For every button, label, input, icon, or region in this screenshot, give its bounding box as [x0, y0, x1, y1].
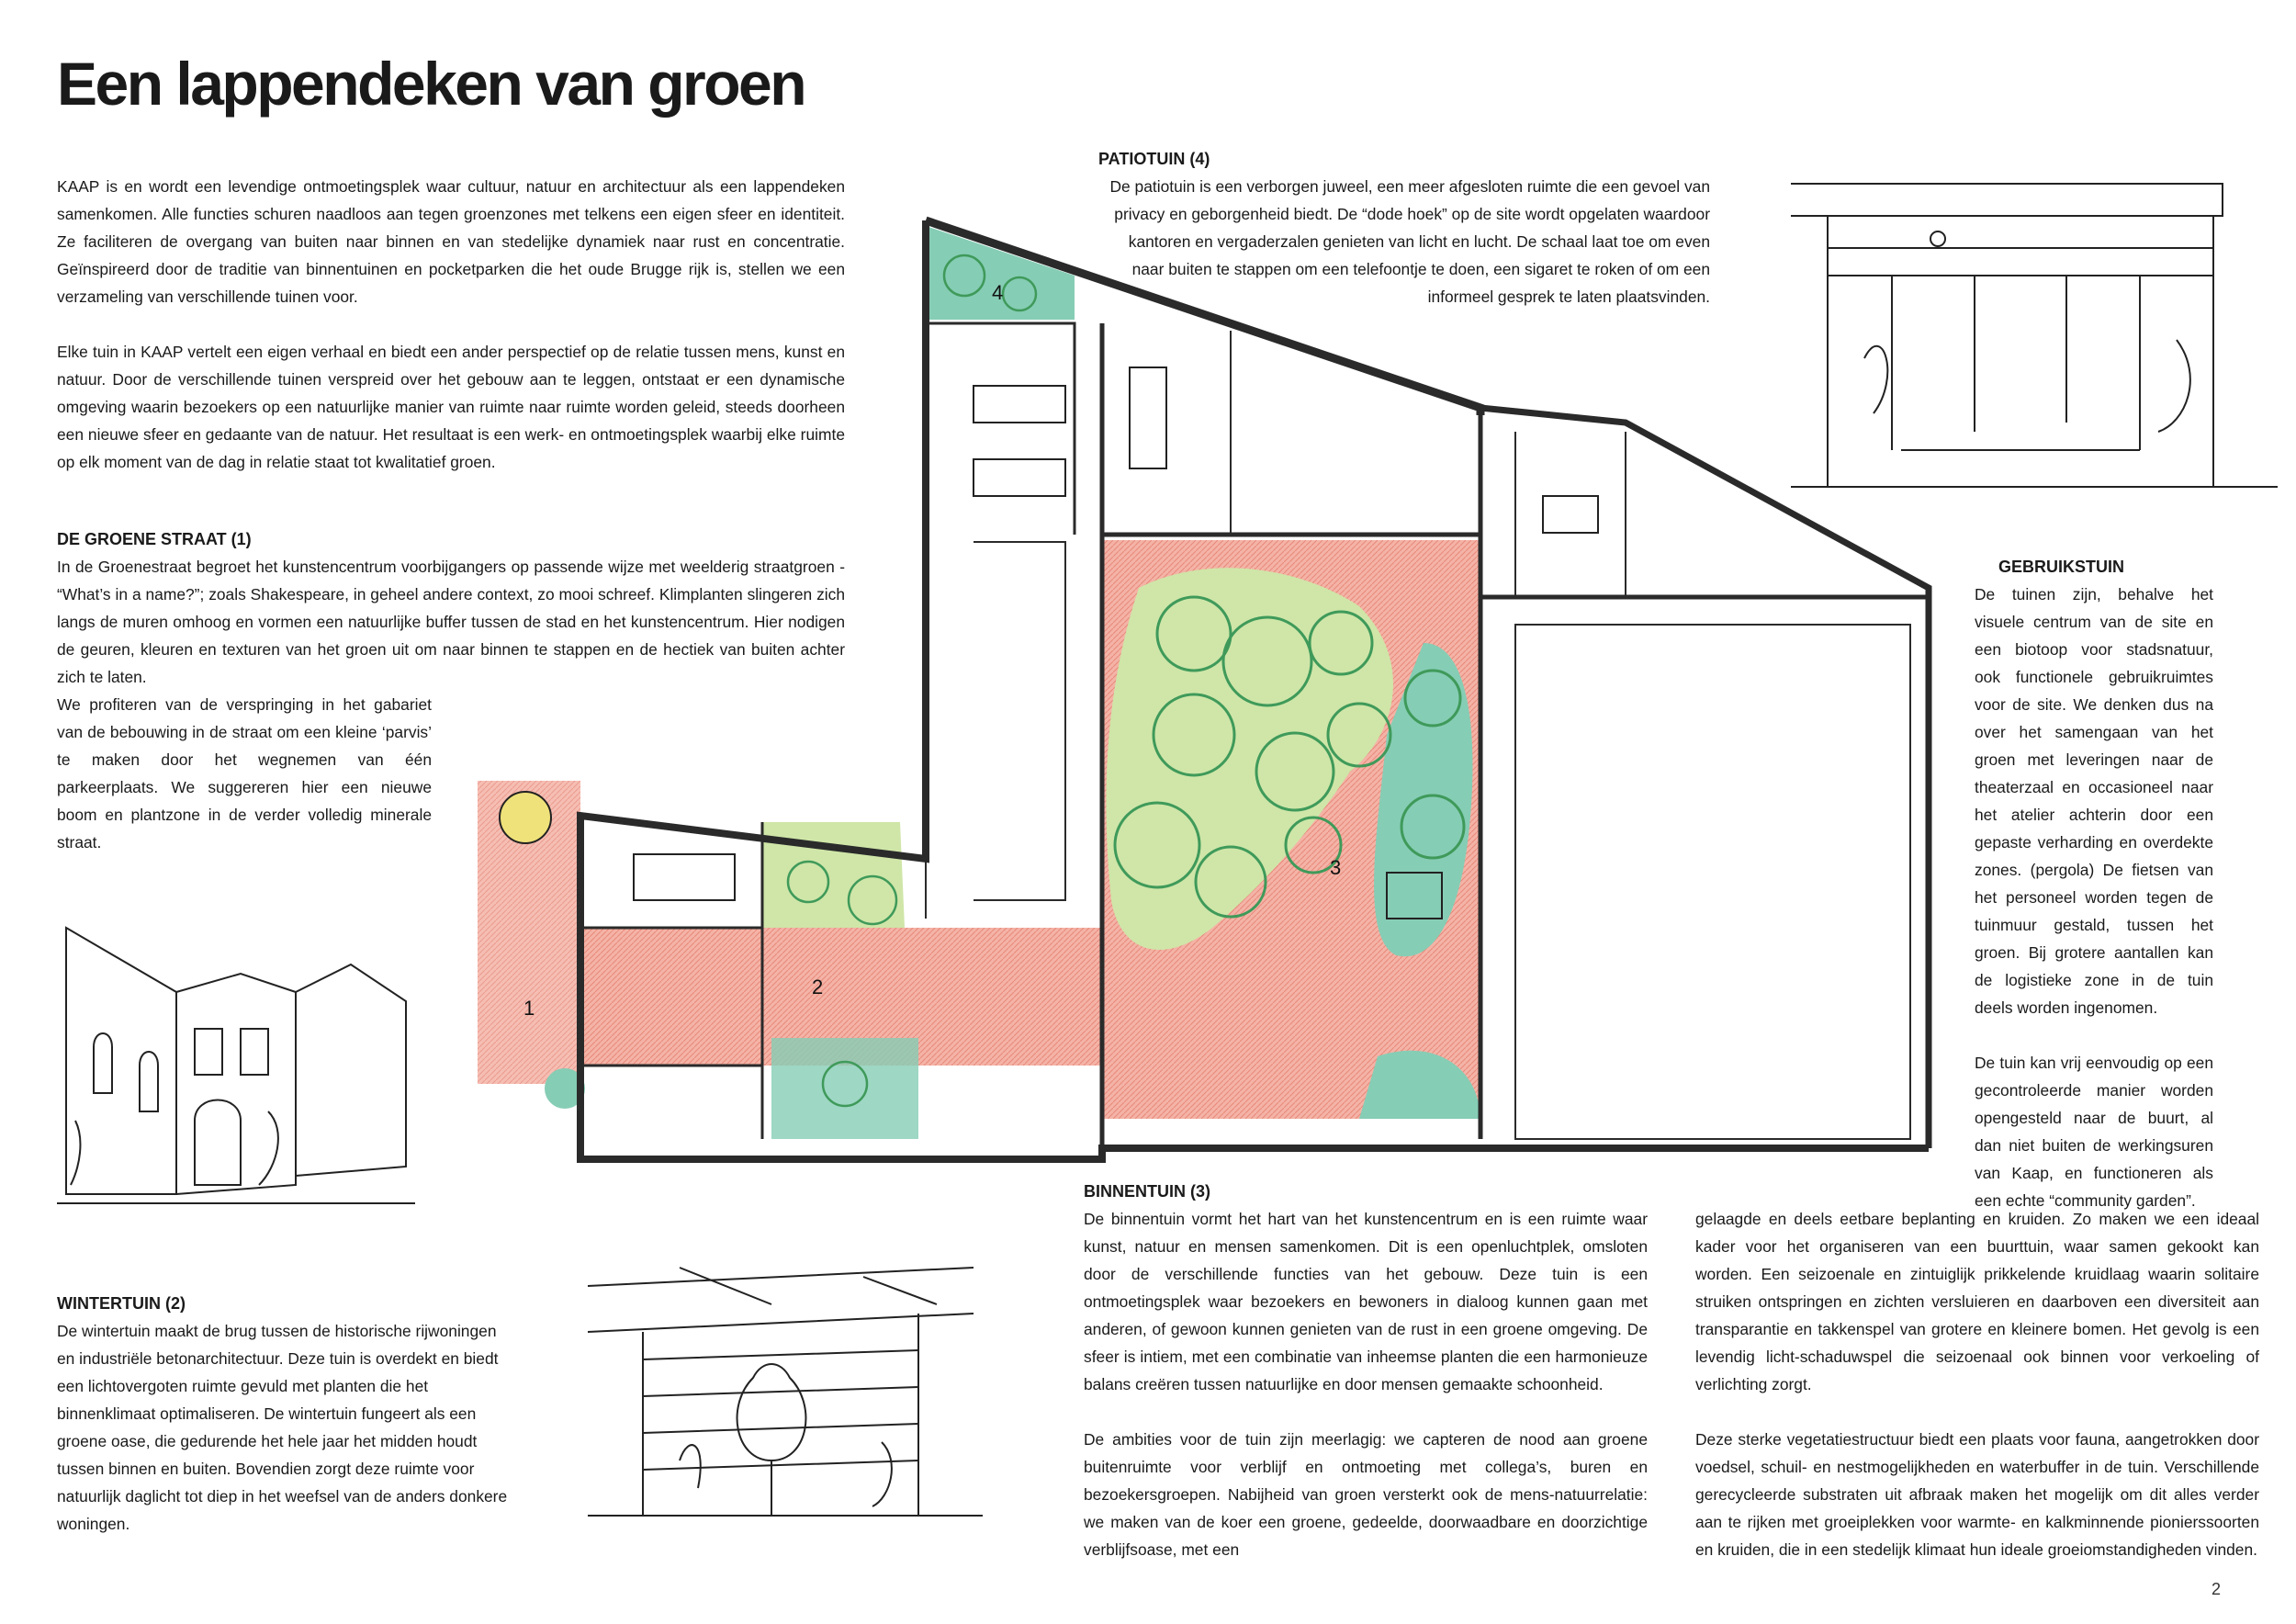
gebruikstuin-paragraph-1: De tuinen zijn, behalve het visuele centrum van de site en een biotoop voor stadsnatuur, ook functionele gebruikruimtes voor de site. We denken dus na over het samengaan van het groen met leveringen naar de theaterzaal en occasioneel naar het atelier achterin door een gepaste verharding en overdekte zones. (pergola) De fietsen van het personeel worden tegen de tuinmuur gestald, tussen het groen. Bij grotere aantallen kan de logistieke zone in de tuin deels worden ingenomen. [1975, 585, 2213, 1017]
binnentuin-section-2 [1695, 1205, 2259, 1563]
groene-straat-heading: DE GROENE STRAAT (1) [57, 530, 252, 548]
page-title: Een lappendeken van groen [57, 50, 805, 118]
groene-straat-sketch [57, 891, 424, 1222]
binnentuin-heading: BINNENTUIN (3) [1084, 1182, 1210, 1201]
binnentuin-paragraph-3: gelaagde en deels eetbare beplanting en kruiden. Zo maken we een ideaal kader voor het organiseren van een buurttuin, waar samen gekookt kan worden. Een seizoenale en zintuiglijk prikkelende kruidlaag waarin solitaire struiken ontspringen en zichten versluieren en daarboven een diversiteit aan transparantie en takkenspel van grotere en kleinere bomen. Het gevolg is een levendig licht-schaduwspel die seizoenaal ook binnen voor verkoeling of verlichting zorgt. [1695, 1210, 2259, 1393]
patiotuin-heading: PATIOTUIN (4) [1098, 150, 1210, 168]
intro-paragraph-1: KAAP is en wordt een levendige ontmoetingsplek waar cultuur, natuur en architectuur als een lappendeken samenkomen. Alle functies schuren naadloos aan tegen groenzones met telkens een eigen sfeer en identiteit. Ze faciliteren de overgang van buiten naar binnen en van stedelijke dynamiek naar rust en concentratie. Geïnspireerd door de traditie van binnentuinen en pocketparken die het oude Brugge rijk is, stellen we een verzameling van verschillende tuinen voor. [57, 177, 845, 306]
wintertuin-section [57, 1290, 516, 1538]
label-4: 4 [992, 281, 1004, 304]
binnentuin-paragraph-1: De binnentuin vormt het hart van het kunstencentrum en is een ruimte waar kunst, natuur en mensen samenkomen. Dit is een openluchtplek, omsloten door de verschillende functies van het gebouw. Deze tuin is een ontmoetingsplek waar bezoekers en bewoners in dialoog kunnen gaan met anderen, of gewoon kunnen genieten van de rust in een groene omgeving. De sfeer is intiem, met een combinatie van inheemse planten die een harmonieuze balans creëren tussen natuurlijke en door mensen gemaakte schoonheid. [1084, 1210, 1648, 1393]
patiotuin-paragraph: De patiotuin is een verborgen juweel, een meer afgesloten ruimte die een gevoel van privacy en geborgenheid biedt. De “dode hoek” op de site wordt opgelaten waardoor kantoren en vergaderzalen genieten van licht en lucht. De schaal laat toe om even naar buiten te stappen om een telefoontje te doen, een sigaret te roken of om een informeel gesprek te laten plaatsvinden. [1109, 177, 1710, 306]
label-3: 3 [1330, 856, 1342, 879]
binnentuin-paragraph-2: De ambities voor de tuin zijn meerlagig: we capteren de nood aan groene buitenruimte voor verblijf en ontmoeting met collega’s, buren en bezoekersgroepen. Nabijheid van groen versterkt ook de mens-natuurrelatie: we maken van de koer een groene, gedeelde, doorwaadbare en doorzichtige verblijfsoase, met een [1084, 1430, 1648, 1559]
site-plan [478, 211, 1947, 1185]
gebruikstuin-paragraph-2: De tuin kan vrij eenvoudig op een gecontroleerde manier worden opengesteld naar de buurt, al dan niet buiten de werkingsuren van Kaap, en functioneren als een echte “community garden”. [1975, 1054, 2213, 1210]
patiotuin-sketch [1791, 175, 2278, 496]
garden-patiotuin [926, 226, 1075, 320]
label-2: 2 [812, 976, 824, 998]
wintertuin-sketch [588, 1249, 983, 1525]
binnentuin-paragraph-4: Deze sterke vegetatiestructuur biedt een plaats voor fauna, aangetrokken door voedsel, schuil- en nestmogelijkheden en waterbuffer in de tuin. Verschillende gerecycleerde substraten uit afbraak maken het mogelijk om dit alles verder aan te rijken met groeiplekken voor warmte- en kalkminnende pionierssoorten en kruiden, die in een stedelijk klimaat hun ideale groeiomstandigheden vinden. [1695, 1430, 2259, 1559]
binnentuin-section [1084, 1178, 1648, 1563]
groene-straat-paragraph-2: We profiteren van de verspringing in het gabariet van de bebouwing in de straat om een kleine ‘parvis’ te maken door het wegnemen van één parkeerplaats. We suggereren hier een nieuwe boom en plantzone in de verder volledig minerale straat. [57, 695, 432, 851]
gebruikstuin-section [1975, 553, 2213, 1214]
gebruikstuin-heading: GEBRUIKSTUIN [1998, 558, 2125, 576]
label-1: 1 [523, 997, 535, 1020]
groene-straat-section-2 [57, 691, 432, 856]
patiotuin-heading-wrap [1098, 145, 1710, 173]
wintertuin-paragraph: De wintertuin maakt de brug tussen de historische rijwoningen en industriële betonarchitectuur. Deze tuin is overdekt en biedt een lichtovergoten ruimte gevuld met planten die het binnenklimaat optimaliseren. De wintertuin fungeert als een groene oase, die gedurende het hele jaar het midden houdt tussen binnen en buiten. Bovendien zorgt deze ruimte voor natuurlijk daglicht tot diep in het weefsel van de anders donkere woningen. [57, 1322, 508, 1533]
page-number: 2 [2212, 1580, 2222, 1598]
groene-straat-paragraph-1: In de Groenestraat begroet het kunstencentrum voorbijgangers op passende wijze met weelderig straatgroen - “What’s in a name?”; zoals Shakespeare, in geheel andere context, zo mooi schreef. Klimplanten slingeren zich langs de muren omhoog en vormen een natuurlijke buffer tussen de stad en het kunstencentrum. Hier nodigen de geuren, kleuren en texturen van het groen uit om naar binnen te stappen en de hectiek van buiten achter zich te laten. [57, 558, 845, 686]
intro-paragraph-2: Elke tuin in KAAP vertelt een eigen verhaal en biedt een ander perspectief op de relatie tussen mens, kunst en natuur. Door de verschillende tuinen verspreid over het gebouw aan te leggen, ontstaat er een dynamische omgeving waarin bezoekers op een natuurlijke manier van ruimte naar ruimte worden geleid, steeds doorheen een nieuwe sfeer en gedaante van de natuur. Het resultaat is een werk- en ontmoetingsplek waarbij elke ruimte op elk moment van de dag in relatie staat tot kwalitatief groen. [57, 343, 845, 471]
wintertuin-heading: WINTERTUIN (2) [57, 1294, 186, 1313]
